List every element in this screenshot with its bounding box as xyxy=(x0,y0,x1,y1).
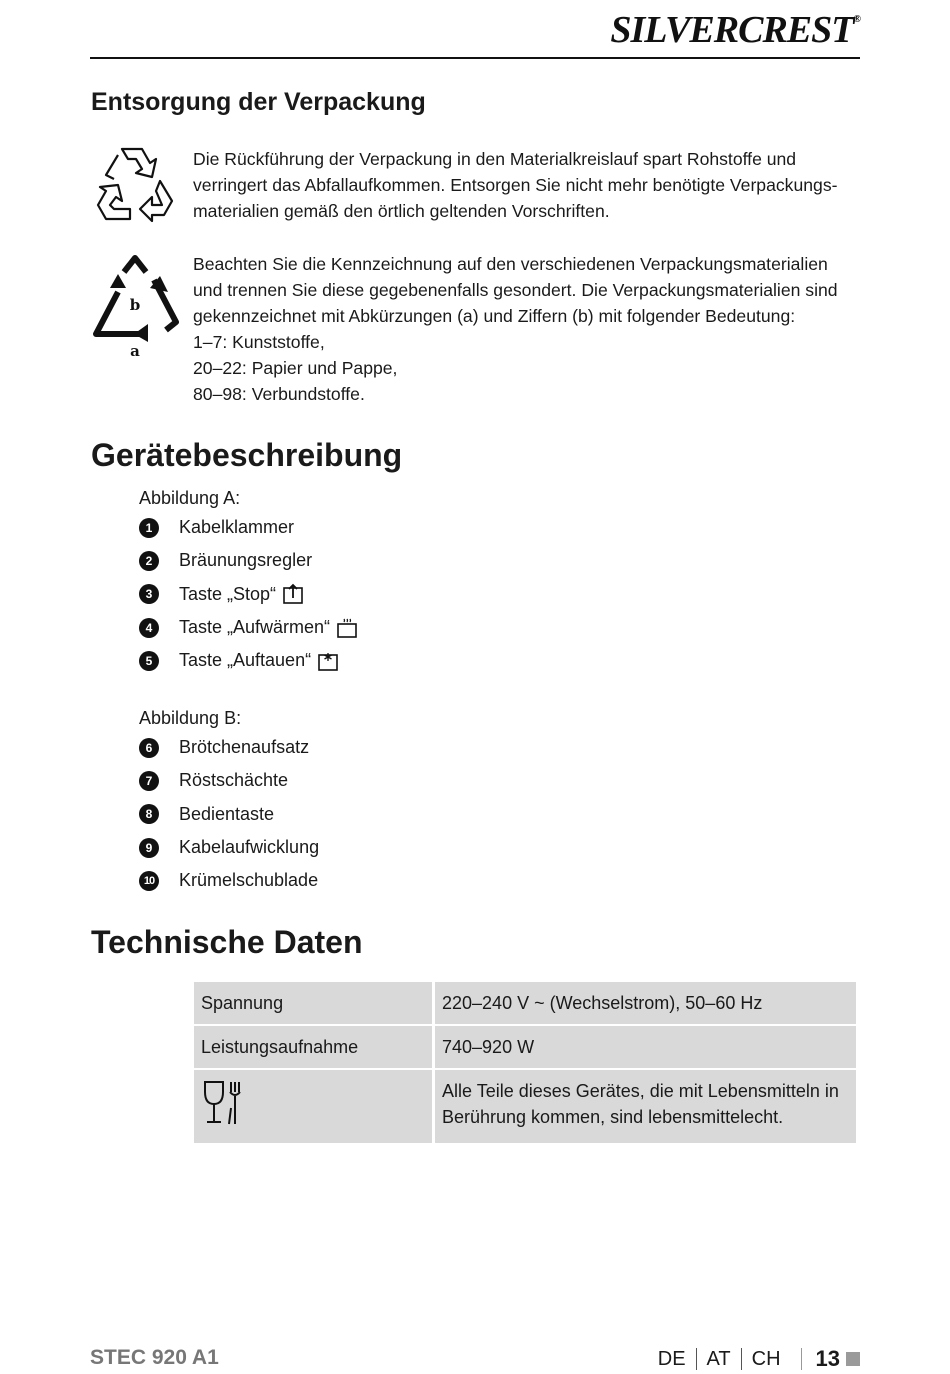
item-label: Röstschächte xyxy=(179,770,289,791)
recycling-label-a: a xyxy=(130,342,140,360)
item-label: Taste „Stop“ xyxy=(179,583,277,604)
table-cell-label: Spannung xyxy=(194,982,435,1024)
footer-model: STEC 920 A1 xyxy=(90,1346,219,1369)
packaging-line: gekennzeichnet mit Abkürzungen (a) und Ziffern (b) mit folgender Bedeutung: xyxy=(193,306,796,326)
item-number: 5 xyxy=(139,651,159,671)
item-label: Krümelschublade xyxy=(179,870,319,891)
item-number: 7 xyxy=(139,771,159,791)
list-item xyxy=(139,764,319,797)
divider xyxy=(741,1348,742,1370)
packaging-line: und trennen Sie diese gegebenenfalls gesondert. Die Verpackungsmaterialien sind xyxy=(193,280,838,300)
warm-icon xyxy=(336,617,358,639)
packaging-line: Beachten Sie die Kennzeichnung auf den verschiedenen Verpackungsmaterialien xyxy=(193,254,828,274)
food-safe-icon xyxy=(201,1078,247,1128)
list-item xyxy=(139,544,358,577)
table-cell-value: 220–240 V ~ (Wechselstrom), 50–60 Hz xyxy=(435,982,856,1024)
item-label: Kabelklammer xyxy=(179,517,295,538)
item-number: 8 xyxy=(139,804,159,824)
footer-meta xyxy=(658,1346,860,1372)
list-item xyxy=(139,511,358,544)
figure-a-caption: Abbildung A: xyxy=(139,488,241,508)
country-ch: CH xyxy=(751,1347,781,1370)
item-number: 6 xyxy=(139,738,159,758)
recycle-icon xyxy=(92,143,178,225)
table-cell-label xyxy=(194,1070,435,1143)
recycling-code-icon xyxy=(88,252,182,360)
country-de: DE xyxy=(657,1347,686,1370)
figure-a-list xyxy=(139,511,358,677)
item-label: Brötchenaufsatz xyxy=(179,737,310,758)
value-line: Alle Teile dieses Gerätes, die mit Lebensmitteln in xyxy=(442,1081,839,1101)
page-number: 13 xyxy=(815,1346,840,1371)
page-marker-square xyxy=(846,1352,860,1366)
item-number: 2 xyxy=(139,551,159,571)
list-item xyxy=(139,731,319,764)
country-at: AT xyxy=(706,1347,731,1370)
figure-b-caption: Abbildung B: xyxy=(139,708,242,728)
item-number: 9 xyxy=(139,838,159,858)
recycling-label-b: b xyxy=(129,296,141,314)
tech-table xyxy=(194,980,856,1145)
item-label: Kabelaufwicklung xyxy=(179,837,320,858)
packaging-line: 20–22: Papier und Pappe, xyxy=(193,358,398,378)
table-cell-value xyxy=(435,1070,856,1143)
table-cell-value: 740–920 W xyxy=(435,1026,856,1068)
table-row xyxy=(194,1070,856,1143)
header-rule xyxy=(90,57,860,59)
packaging-line: 80–98: Verbundstoffe. xyxy=(193,384,365,404)
packaging-paragraph-1: Die Rückführung der Verpackung in den Materialkreislauf spart Rohstoffe und verringert das Abfallaufkommen. Entsorgen Sie nicht mehr benötigte Verpackungsmaterialien gemäß den örtlich geltenden Vorschriften. xyxy=(193,149,838,221)
list-item xyxy=(139,798,319,831)
item-number: 10 xyxy=(139,871,159,891)
table-cell-label: Leistungsaufnahme xyxy=(194,1026,435,1068)
divider xyxy=(801,1348,802,1370)
list-item xyxy=(139,578,358,611)
brand-logo-text: SILVERCREST xyxy=(610,9,854,51)
table-row xyxy=(194,982,856,1024)
brand-logo xyxy=(610,8,860,52)
table-row xyxy=(194,1026,856,1068)
packaging-paragraph-2 xyxy=(193,251,863,407)
list-item xyxy=(139,611,358,644)
stop-icon xyxy=(282,583,304,605)
list-item xyxy=(139,831,319,864)
divider xyxy=(696,1348,697,1370)
list-item xyxy=(139,644,358,677)
item-label: Bedientaste xyxy=(179,803,275,824)
value-line: Berührung kommen, sind lebensmittelecht. xyxy=(442,1107,784,1127)
defrost-icon xyxy=(317,650,339,672)
item-label: Taste „Auftauen“ xyxy=(179,650,312,671)
item-number: 4 xyxy=(139,618,159,638)
item-label: Taste „Aufwärmen“ xyxy=(179,617,331,638)
device-heading: Gerätebeschreibung xyxy=(91,437,403,473)
registered-mark: ® xyxy=(853,14,860,25)
item-label: Bräunungsregler xyxy=(179,550,313,571)
tech-heading: Technische Daten xyxy=(91,924,363,960)
item-number: 1 xyxy=(139,518,159,538)
packaging-heading: Entsorgung der Verpackung xyxy=(91,88,426,116)
item-number: 3 xyxy=(139,584,159,604)
list-item xyxy=(139,864,319,897)
packaging-line: 1–7: Kunststoffe, xyxy=(193,332,325,352)
figure-b-list xyxy=(139,731,319,897)
